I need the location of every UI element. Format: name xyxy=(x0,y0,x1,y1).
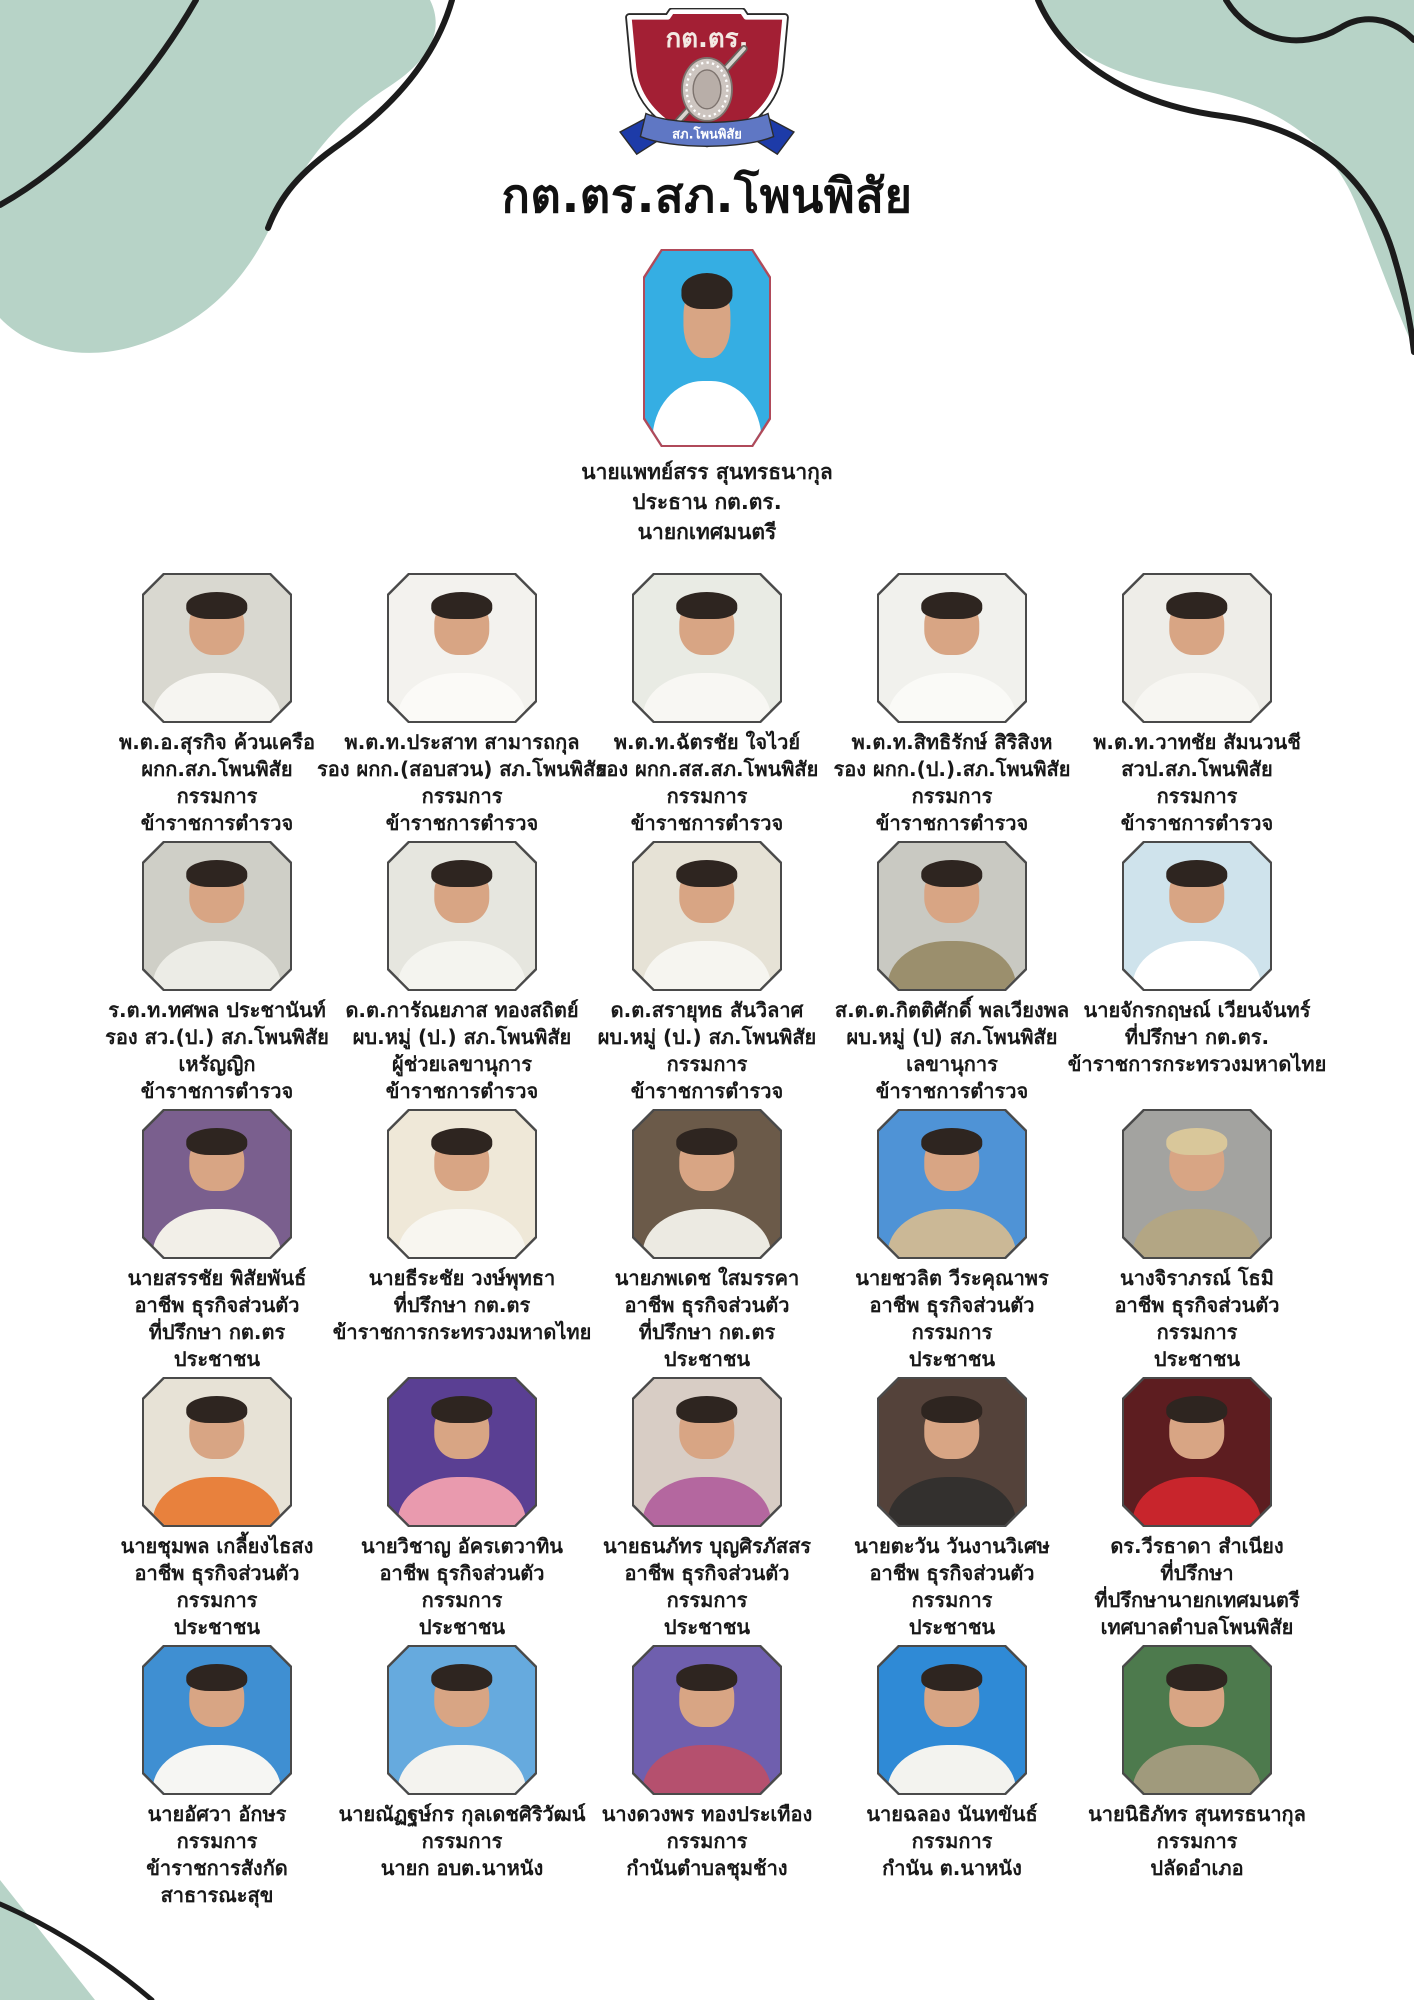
member-caption-line: ปลัดอำเภอ xyxy=(1150,1856,1244,1880)
wreath-inner xyxy=(693,70,721,109)
person-body xyxy=(1133,1745,1261,1793)
member-caption-line: นายตะวัน วันงานวิเศษ xyxy=(854,1534,1050,1558)
member-caption xyxy=(121,1533,314,1641)
person-head xyxy=(683,280,730,358)
member-caption-line: ประชาชน xyxy=(663,1347,751,1371)
member-caption xyxy=(866,1801,1037,1909)
member-caption-line: อาชีพ ธุรกิจส่วนตัว xyxy=(624,1293,790,1317)
member-caption xyxy=(834,729,1071,837)
person-body xyxy=(1133,1209,1261,1257)
member-caption-line: นางจิราภรณ์ โธมิ xyxy=(1120,1266,1274,1290)
member-caption xyxy=(1093,729,1301,837)
member-caption-line: ข้าราชการตำรวจ xyxy=(875,1079,1029,1103)
member-card xyxy=(1075,573,1320,837)
member-caption-line: กรรมการ xyxy=(421,784,503,808)
member-caption-line: ข้าราชการสังกัด xyxy=(146,1856,288,1880)
member-caption-line: ที่ปรึกษา xyxy=(1160,1561,1234,1585)
member-caption-line: ส.ต.ต.กิตติศักดิ์ พลเวียงพล xyxy=(834,998,1070,1022)
member-caption-line: ประชาชน xyxy=(418,1615,506,1639)
member-caption-line: ประชาชน xyxy=(908,1615,996,1639)
member-caption-line: รอง ผกก.(ป.).สภ.โพนพิสัย xyxy=(833,757,1071,781)
member-caption xyxy=(339,1801,586,1909)
member-photo xyxy=(144,1647,290,1793)
person-head xyxy=(434,1401,489,1459)
person-head xyxy=(189,597,244,655)
member-card xyxy=(1075,1377,1320,1641)
member-caption-line: ผบ.หมู่ (ป.) สภ.โพนพิสัย xyxy=(352,1025,572,1049)
person-body xyxy=(398,1745,526,1793)
member-caption-line: ด.ต.การัณยภาส ทองสถิตย์ xyxy=(345,998,579,1022)
member-photo xyxy=(1124,1379,1270,1525)
member-caption-line: ข้าราชการตำรวจ xyxy=(385,1079,539,1103)
member-caption-line: นายจักรกฤษณ์ เวียนจันทร์ xyxy=(1083,998,1311,1022)
member-caption-line: ประชาชน xyxy=(908,1347,996,1371)
member-caption-line: กรรมการ xyxy=(666,1588,748,1612)
member-caption-line: ประชาชน xyxy=(173,1615,261,1639)
member-caption-line: เหรัญญิก xyxy=(178,1052,256,1076)
member-caption-line: นายชวลิต วีระคุณาพร xyxy=(855,1266,1049,1290)
member-caption xyxy=(602,1801,812,1909)
member-photo xyxy=(634,575,780,721)
person-head xyxy=(924,597,979,655)
member-card xyxy=(95,1377,340,1641)
member-photo-frame xyxy=(877,1645,1027,1795)
member-caption-line: ผู้ช่วยเลขานุการ xyxy=(391,1052,532,1076)
member-caption-line: ด.ต.สรายุทธ สันวิลาศ xyxy=(610,998,804,1022)
member-caption-line: รอง ผกก.(สอบสวน) สภ.โพนพิสัย xyxy=(317,757,607,781)
member-photo-frame xyxy=(142,573,292,723)
member-caption-line: รอง ผกก.สส.สภ.โพนพิสัย xyxy=(595,757,819,781)
members-row xyxy=(0,573,1414,837)
member-photo-frame xyxy=(632,1645,782,1795)
crest-shield xyxy=(603,8,811,156)
person-head xyxy=(1169,597,1224,655)
member-caption-line: นายก อบต.นาหนัง xyxy=(380,1856,544,1880)
member-caption-line: ประชาชน xyxy=(1153,1347,1241,1371)
member-caption-line: ผกก.สภ.โพนพิสัย xyxy=(141,757,293,781)
member-caption-line: สวป.สภ.โพนพิสัย xyxy=(1121,757,1273,781)
member-caption xyxy=(1088,1801,1306,1909)
member-caption-line: กรรมการ xyxy=(1156,1320,1238,1344)
person-head xyxy=(189,865,244,923)
member-caption-line: ข้าราชการตำรวจ xyxy=(140,811,294,835)
member-photo xyxy=(389,1647,535,1793)
member-photo-frame xyxy=(1122,1645,1272,1795)
member-card xyxy=(830,573,1075,837)
member-caption-line: กรรมการ xyxy=(911,1320,993,1344)
member-caption-line: ประชาชน xyxy=(173,1347,261,1371)
member-caption-line: พ.ต.ท.วาทชัย สัมนวนชี xyxy=(1093,730,1301,754)
person-body xyxy=(1133,941,1261,989)
chairman-position: นายกเทศมนตรี xyxy=(637,520,777,544)
member-caption-line: ผบ.หมู่ (ป.) สภ.โพนพิสัย xyxy=(597,1025,817,1049)
chairman-caption xyxy=(581,457,833,547)
member-caption-line: ข้าราชการตำรวจ xyxy=(630,1079,784,1103)
member-caption-line: กรรมการ xyxy=(421,1588,503,1612)
member-card xyxy=(830,1645,1075,1909)
member-photo-frame xyxy=(877,1377,1027,1527)
member-photo-frame xyxy=(632,841,782,991)
person-body xyxy=(153,673,281,721)
crest-top-text: กต.ตร. xyxy=(665,23,749,54)
member-caption-line: นายอัศวา อักษร xyxy=(147,1802,287,1826)
member-caption-line: ข้าราชการตำรวจ xyxy=(140,1079,294,1103)
members-row xyxy=(0,1645,1414,1909)
member-caption-line: กำนัน ต.นาหนัง xyxy=(882,1856,1022,1880)
member-photo xyxy=(634,1379,780,1525)
member-caption-line: กำนันตำบลชุมช้าง xyxy=(626,1856,788,1880)
member-photo xyxy=(144,1111,290,1257)
person-body xyxy=(888,1477,1016,1525)
member-caption-line: อาชีพ ธุรกิจส่วนตัว xyxy=(134,1561,300,1585)
member-photo-frame xyxy=(142,1645,292,1795)
member-caption-line: กรรมการ xyxy=(176,784,258,808)
person-body xyxy=(888,941,1016,989)
member-caption-line: กรรมการ xyxy=(176,1829,258,1853)
member-card xyxy=(1067,841,1327,1105)
member-caption-line: นายสรรชัย พิสัยพันธ์ xyxy=(127,1266,307,1290)
member-caption xyxy=(1094,1533,1299,1641)
member-caption xyxy=(855,1265,1048,1373)
member-photo-frame xyxy=(387,1109,537,1259)
member-caption-line: พ.ต.ท.ประสาท สามารถกุล xyxy=(344,730,580,754)
member-photo-frame xyxy=(387,1377,537,1527)
member-caption-line: อาชีพ ธุรกิจส่วนตัว xyxy=(869,1561,1035,1585)
member-caption-line: ข้าราชการตำรวจ xyxy=(385,811,539,835)
member-photo xyxy=(1124,575,1270,721)
member-caption-line: สาธารณะสุข xyxy=(160,1883,274,1907)
members-row xyxy=(0,1109,1414,1373)
member-caption-line: ที่ปรึกษา กต.ตร xyxy=(393,1293,531,1317)
member-caption-line: อาชีพ ธุรกิจส่วนตัว xyxy=(134,1293,300,1317)
member-card xyxy=(585,1645,830,1909)
person-head xyxy=(679,1133,734,1191)
member-caption xyxy=(603,1533,811,1641)
member-caption xyxy=(854,1533,1050,1641)
member-card xyxy=(1075,1645,1320,1909)
person-body xyxy=(398,1477,526,1525)
member-card xyxy=(332,1109,592,1373)
member-photo xyxy=(389,843,535,989)
member-photo xyxy=(1124,1111,1270,1257)
person-body xyxy=(643,941,771,989)
member-photo xyxy=(879,1379,1025,1525)
chairman-role: ประธาน กต.ตร. xyxy=(632,490,782,514)
member-caption-line: นายภพเดช ใสมรรคา xyxy=(614,1266,800,1290)
member-card xyxy=(830,841,1075,1105)
member-photo xyxy=(389,575,535,721)
person-body xyxy=(398,1209,526,1257)
member-caption xyxy=(596,729,819,837)
member-card xyxy=(1075,1109,1320,1373)
person-body xyxy=(1133,673,1261,721)
person-head xyxy=(679,865,734,923)
member-photo-frame xyxy=(1122,841,1272,991)
chairman-photo xyxy=(645,251,769,445)
station-crest-logo xyxy=(0,0,1414,156)
person-head xyxy=(679,1401,734,1459)
member-caption-line: พ.ต.ท.สิทธิรักษ์ สิริสิงห xyxy=(851,730,1053,754)
member-caption-line: อาชีพ ธุรกิจส่วนตัว xyxy=(379,1561,545,1585)
member-caption-line: กรรมการ xyxy=(911,1588,993,1612)
person-body xyxy=(643,1745,771,1793)
member-photo-frame xyxy=(632,573,782,723)
person-body xyxy=(153,1209,281,1257)
person-head xyxy=(924,1669,979,1727)
person-head xyxy=(434,1133,489,1191)
member-caption xyxy=(333,1265,592,1373)
member-photo xyxy=(879,843,1025,989)
member-photo-frame xyxy=(142,1377,292,1527)
member-caption-line: นายธีระชัย วงษ์พุทธา xyxy=(368,1266,556,1290)
member-photo xyxy=(1124,843,1270,989)
person-head xyxy=(924,865,979,923)
member-photo xyxy=(634,1647,780,1793)
person-head xyxy=(434,865,489,923)
member-photo-frame xyxy=(1122,1109,1272,1259)
member-caption-line: กรรมการ xyxy=(1156,1829,1238,1853)
person-head xyxy=(679,597,734,655)
member-photo xyxy=(144,575,290,721)
person-body xyxy=(153,1477,281,1525)
person-body xyxy=(153,941,281,989)
member-caption xyxy=(361,1533,563,1641)
member-card xyxy=(95,1109,340,1373)
person-body xyxy=(153,1745,281,1793)
member-caption xyxy=(345,997,578,1105)
person-head xyxy=(924,1401,979,1459)
member-card xyxy=(585,1377,830,1641)
chairman-name: นายแพทย์สรร สุนทรธนากุล xyxy=(581,460,833,484)
member-card xyxy=(340,1645,585,1909)
member-photo-frame xyxy=(632,1377,782,1527)
member-caption xyxy=(1068,997,1327,1105)
person-head xyxy=(1169,1669,1224,1727)
members-row xyxy=(0,841,1414,1105)
member-caption xyxy=(598,997,817,1105)
member-caption-line: นายณัฏฐษ์กร กุลเดชศิริวัฒน์ xyxy=(338,1802,586,1826)
members-row xyxy=(0,1377,1414,1641)
member-caption-line: นายนิธิภัทร สุนทรธนากุล xyxy=(1088,1802,1306,1826)
member-caption xyxy=(1114,1265,1279,1373)
member-photo xyxy=(879,575,1025,721)
member-photo xyxy=(144,843,290,989)
person-head xyxy=(434,597,489,655)
member-photo-frame xyxy=(387,573,537,723)
member-caption xyxy=(146,1801,288,1909)
member-card xyxy=(340,841,585,1105)
member-caption-line: นายธนภัทร บุญศิรภัสสร xyxy=(602,1534,812,1558)
member-photo-frame xyxy=(1122,573,1272,723)
person-body xyxy=(398,673,526,721)
member-photo xyxy=(144,1379,290,1525)
member-caption-line: นายวิชาญ อัครเตวาทิน xyxy=(361,1534,563,1558)
member-caption xyxy=(128,1265,307,1373)
member-card xyxy=(317,573,607,837)
person-body xyxy=(643,673,771,721)
chairman-card xyxy=(40,249,1374,547)
member-caption xyxy=(105,997,329,1105)
member-caption xyxy=(119,729,315,837)
member-card xyxy=(830,1109,1075,1373)
member-photo xyxy=(389,1379,535,1525)
person-body xyxy=(888,673,1016,721)
member-photo xyxy=(634,843,780,989)
member-photo-frame xyxy=(632,1109,782,1259)
member-photo-frame xyxy=(877,573,1027,723)
member-caption-line: ข้าราชการตำรวจ xyxy=(1120,811,1274,835)
member-caption-line: ผบ.หมู่ (ป) สภ.โพนพิสัย xyxy=(846,1025,1058,1049)
member-card xyxy=(585,841,830,1105)
member-caption-line: เทศบาลตำบลโพนพิสัย xyxy=(1100,1615,1294,1639)
members-grid xyxy=(0,573,1414,1909)
person-head xyxy=(434,1669,489,1727)
member-caption-line: ที่ปรึกษา กต.ตร xyxy=(148,1320,286,1344)
member-photo-frame xyxy=(142,841,292,991)
person-head xyxy=(1169,1401,1224,1459)
member-photo-frame xyxy=(387,841,537,991)
member-caption-line: กรรมการ xyxy=(666,1052,748,1076)
person-head xyxy=(1169,865,1224,923)
member-caption-line: กรรมการ xyxy=(176,1588,258,1612)
member-caption-line: พ.ต.อ.สุรกิจ ค้วนเครือ xyxy=(119,730,315,754)
member-caption-line: ข้าราชการกระทรวงมหาดไทย xyxy=(1067,1052,1327,1076)
person-body xyxy=(888,1745,1016,1793)
member-caption-line: ข้าราชการตำรวจ xyxy=(875,811,1029,835)
member-photo-frame xyxy=(877,841,1027,991)
member-caption-line: ข้าราชการตำรวจ xyxy=(630,811,784,835)
member-card xyxy=(95,841,340,1105)
member-photo xyxy=(879,1111,1025,1257)
member-photo-frame xyxy=(877,1109,1027,1259)
bottom-left-black-line xyxy=(0,1904,152,2000)
page-title: กต.ตร.สภ.โพนพิสัย xyxy=(501,169,913,224)
member-caption-line: พ.ต.ท.ฉัตรชัย ใจไวย์ xyxy=(613,730,801,754)
member-caption-line: ที่ปรึกษา กต.ตร xyxy=(638,1320,776,1344)
member-caption-line: รอง สว.(ป.) สภ.โพนพิสัย xyxy=(105,1025,329,1049)
member-caption-line: อาชีพ ธุรกิจส่วนตัว xyxy=(869,1293,1035,1317)
member-caption-line: อาชีพ ธุรกิจส่วนตัว xyxy=(624,1561,790,1585)
member-caption-line: กรรมการ xyxy=(421,1829,503,1853)
member-caption-line: ข้าราชการกระทรวงมหาดไทย xyxy=(332,1320,592,1344)
member-caption-line: กรรมการ xyxy=(666,784,748,808)
person-body xyxy=(398,941,526,989)
member-caption-line: นายชุมพล เกลี้ยงไธสง xyxy=(120,1534,314,1558)
member-card xyxy=(95,1645,340,1909)
member-card xyxy=(95,573,340,837)
member-photo xyxy=(634,1111,780,1257)
member-photo-frame xyxy=(387,1645,537,1795)
member-caption-line: กรรมการ xyxy=(911,1829,993,1853)
person-head xyxy=(679,1669,734,1727)
person-body xyxy=(643,1209,771,1257)
person-head xyxy=(1169,1133,1224,1191)
member-photo xyxy=(389,1111,535,1257)
person-body xyxy=(643,1477,771,1525)
member-caption-line: กรรมการ xyxy=(911,784,993,808)
member-caption-line: ประชาชน xyxy=(663,1615,751,1639)
member-photo-frame xyxy=(1122,1377,1272,1527)
member-photo xyxy=(1124,1647,1270,1793)
member-caption-line: นางดวงพร ทองประเทือง xyxy=(601,1802,813,1826)
member-caption-line: อาชีพ ธุรกิจส่วนตัว xyxy=(1114,1293,1280,1317)
person-body xyxy=(652,381,761,445)
member-card xyxy=(340,1377,585,1641)
member-card xyxy=(585,1109,830,1373)
person-head xyxy=(924,1133,979,1191)
member-caption-line: ดร.วีรธาดา สำเนียง xyxy=(1110,1534,1284,1558)
member-caption xyxy=(317,729,607,837)
member-caption-line: นายฉลอง นันทขันธ์ xyxy=(866,1802,1038,1826)
member-caption-line: กรรมการ xyxy=(1156,784,1238,808)
member-card xyxy=(830,1377,1075,1641)
ribbon-text: สภ.โพนพิสัย xyxy=(672,127,742,143)
person-body xyxy=(888,1209,1016,1257)
member-caption-line: เลขานุการ xyxy=(906,1052,998,1076)
person-head xyxy=(189,1401,244,1459)
member-photo-frame xyxy=(142,1109,292,1259)
member-caption xyxy=(835,997,1069,1105)
member-caption-line: ที่ปรึกษานายกเทศมนตรี xyxy=(1094,1588,1300,1612)
member-caption-line: กรรมการ xyxy=(666,1829,748,1853)
chairman-photo-frame xyxy=(643,249,771,447)
member-caption-line: ร.ต.ท.ทศพล ประชานันท์ xyxy=(108,998,326,1022)
member-caption-line: ที่ปรึกษา กต.ตร. xyxy=(1124,1025,1270,1049)
person-head xyxy=(189,1669,244,1727)
member-caption xyxy=(615,1265,800,1373)
person-body xyxy=(1133,1477,1261,1525)
person-head xyxy=(189,1133,244,1191)
member-photo xyxy=(879,1647,1025,1793)
member-card xyxy=(585,573,830,837)
